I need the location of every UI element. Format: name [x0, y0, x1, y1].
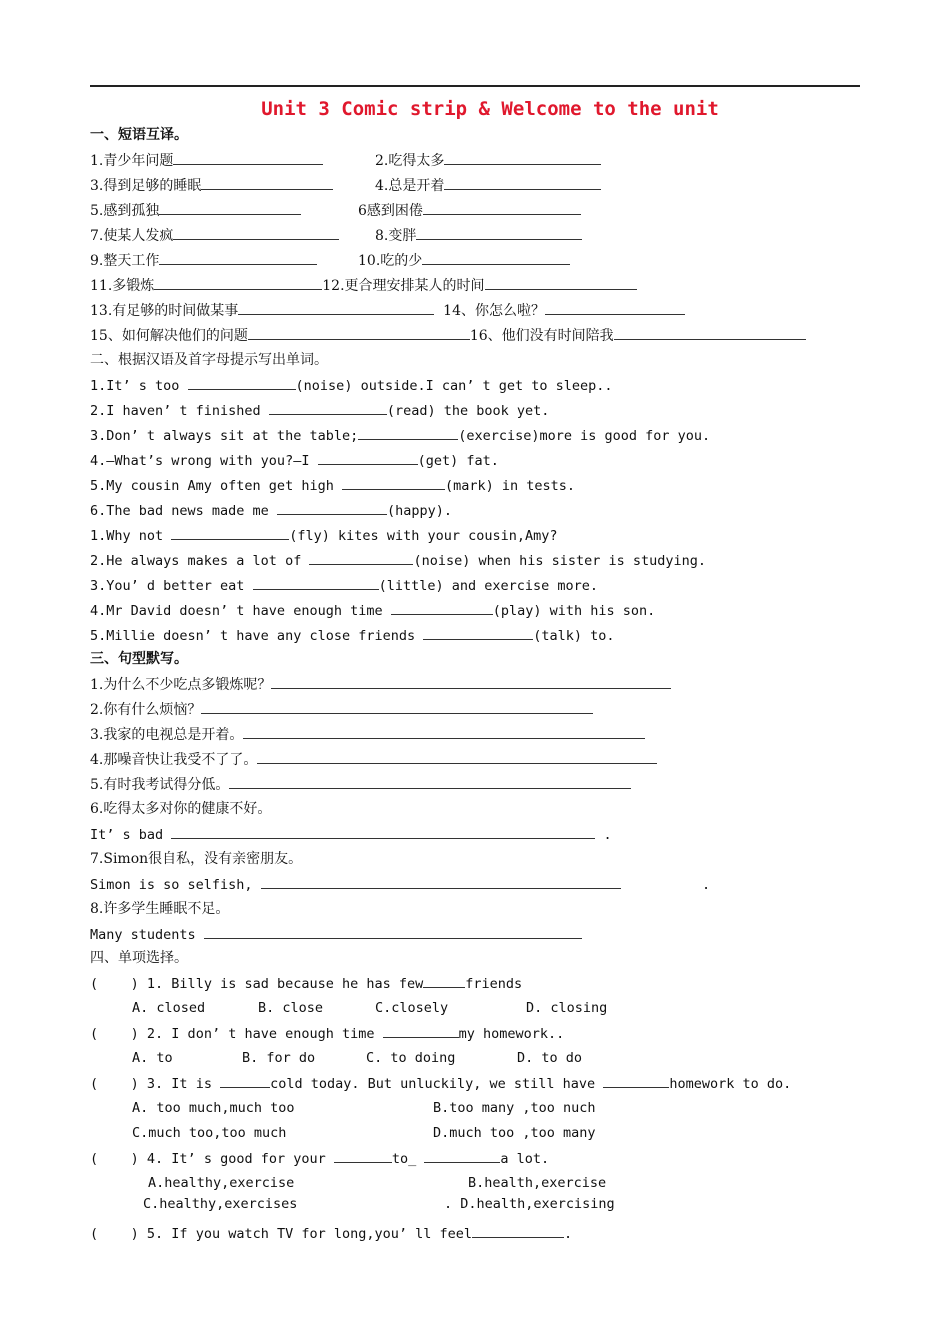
phrase-item: 8.变胖: [375, 226, 582, 245]
section-heading: 三、句型默写。: [90, 651, 188, 667]
mc-option: B.health,exercise: [468, 1175, 607, 1191]
phrase-item: 7.使某人发疯: [90, 226, 339, 245]
section-heading: 一、短语互译。: [90, 127, 188, 143]
sentence-answer: It’ s bad .: [90, 827, 612, 843]
mc-option: . D.health,exercising: [444, 1196, 615, 1212]
sentence-item: 5.有时我考试得分低。: [90, 775, 631, 794]
word-item: 5.Millie doesn’ t have any close friends (talk) to.: [90, 628, 615, 644]
mc-option: B.too many ,too nuch: [433, 1100, 596, 1116]
sentence-item: 2.你有什么烦恼？: [90, 700, 593, 719]
phrase-item: 6感到困倦: [358, 201, 581, 220]
mc-option: B. close: [258, 1000, 324, 1016]
sentence-item: 8.许多学生睡眠不足。: [90, 901, 230, 917]
phrase-item: 3.得到足够的睡眠: [90, 176, 333, 195]
mc-option: A. closed: [132, 1000, 206, 1016]
mc-question: ( ) 2. I don’ t have enough time my homework..: [90, 1026, 565, 1042]
word-item: 5.My cousin Amy often get high (mark) in tests.: [90, 478, 576, 494]
mc-option: B. for do: [242, 1050, 316, 1066]
sentence-item: 7.Simon很自私，没有亲密朋友。: [90, 851, 303, 867]
top-rule: [90, 85, 860, 87]
section-heading: 四、单项选择。: [90, 950, 188, 966]
mc-option: C.closely: [375, 1000, 449, 1016]
mc-option: C. to doing: [366, 1050, 456, 1066]
page-title: Unit 3 Comic strip & Welcome to the unit: [261, 98, 719, 120]
sentence-item: 6.吃得太多对你的健康不好。: [90, 801, 272, 817]
mc-option: A. too much,much too: [132, 1100, 295, 1116]
sentence-item: 4.那噪音快让我受不了了。: [90, 750, 657, 769]
word-item: 1.It’ s too (noise) outside.I can’ t get to sleep..: [90, 378, 613, 394]
mc-question: ( ) 5. If you watch TV for long,you’ ll feel .: [90, 1226, 573, 1242]
mc-question: ( ) 3. It is cold today. But unluckily, we still have homework to do.: [90, 1076, 792, 1092]
word-item: 2.I haven’ t finished (read) the book yet.: [90, 403, 550, 419]
phrase-item: 4.总是开着: [375, 176, 601, 195]
word-item: 3.Don’ t always sit at the table; (exercise)more is good for you.: [90, 428, 711, 444]
word-item: 2.He always makes a lot of (noise) when his sister is studying.: [90, 553, 707, 569]
word-item: 1.Why not (fly) kites with your cousin,Amy?: [90, 528, 558, 544]
phrase-item: 11.多锻炼 12.更合理安排某人的时间: [90, 276, 637, 295]
sentence-answer: Simon is so selfish, .: [90, 877, 711, 893]
sentence-answer: Many students: [90, 925, 582, 944]
word-item: 3.You’ d better eat (little) and exercise more.: [90, 578, 599, 594]
phrase-item: 15、如何解决他们的问题 16、他们没有时间陪我: [90, 326, 806, 345]
word-item: 6.The bad news made me (happy).: [90, 503, 452, 519]
mc-question: ( ) 1. Billy is sad because he has few friends: [90, 976, 523, 992]
sentence-item: 1.为什么不少吃点多锻炼呢？: [90, 675, 671, 694]
mc-option: C.much too,too much: [132, 1125, 287, 1141]
word-item: 4.Mr David doesn’ t have enough time (play) with his son.: [90, 603, 656, 619]
mc-question: ( ) 4. It’ s good for your to_ a lot.: [90, 1151, 550, 1167]
mc-option: A.healthy,exercise: [148, 1175, 295, 1191]
section-heading: 二、根据汉语及首字母提示写出单词。: [90, 352, 328, 368]
mc-option: C.healthy,exercises: [143, 1196, 298, 1212]
mc-option: D. to do: [517, 1050, 583, 1066]
phrase-item: 10.吃的少: [358, 251, 570, 270]
word-item: 4.—What’s wrong with you?—I (get) fat.: [90, 453, 499, 469]
mc-option: D. closing: [526, 1000, 608, 1016]
sentence-item: 3.我家的电视总是开着。: [90, 725, 645, 744]
phrase-item: 13.有足够的时间做某事 14、你怎么啦？: [90, 301, 685, 320]
mc-option: A. to: [132, 1050, 173, 1066]
phrase-item: 1.青少年问题: [90, 151, 323, 170]
phrase-item: 5.感到孤独: [90, 201, 301, 220]
mc-option: D.much too ,too many: [433, 1125, 596, 1141]
phrase-item: 9.整天工作: [90, 251, 317, 270]
phrase-item: 2.吃得太多: [375, 151, 601, 170]
